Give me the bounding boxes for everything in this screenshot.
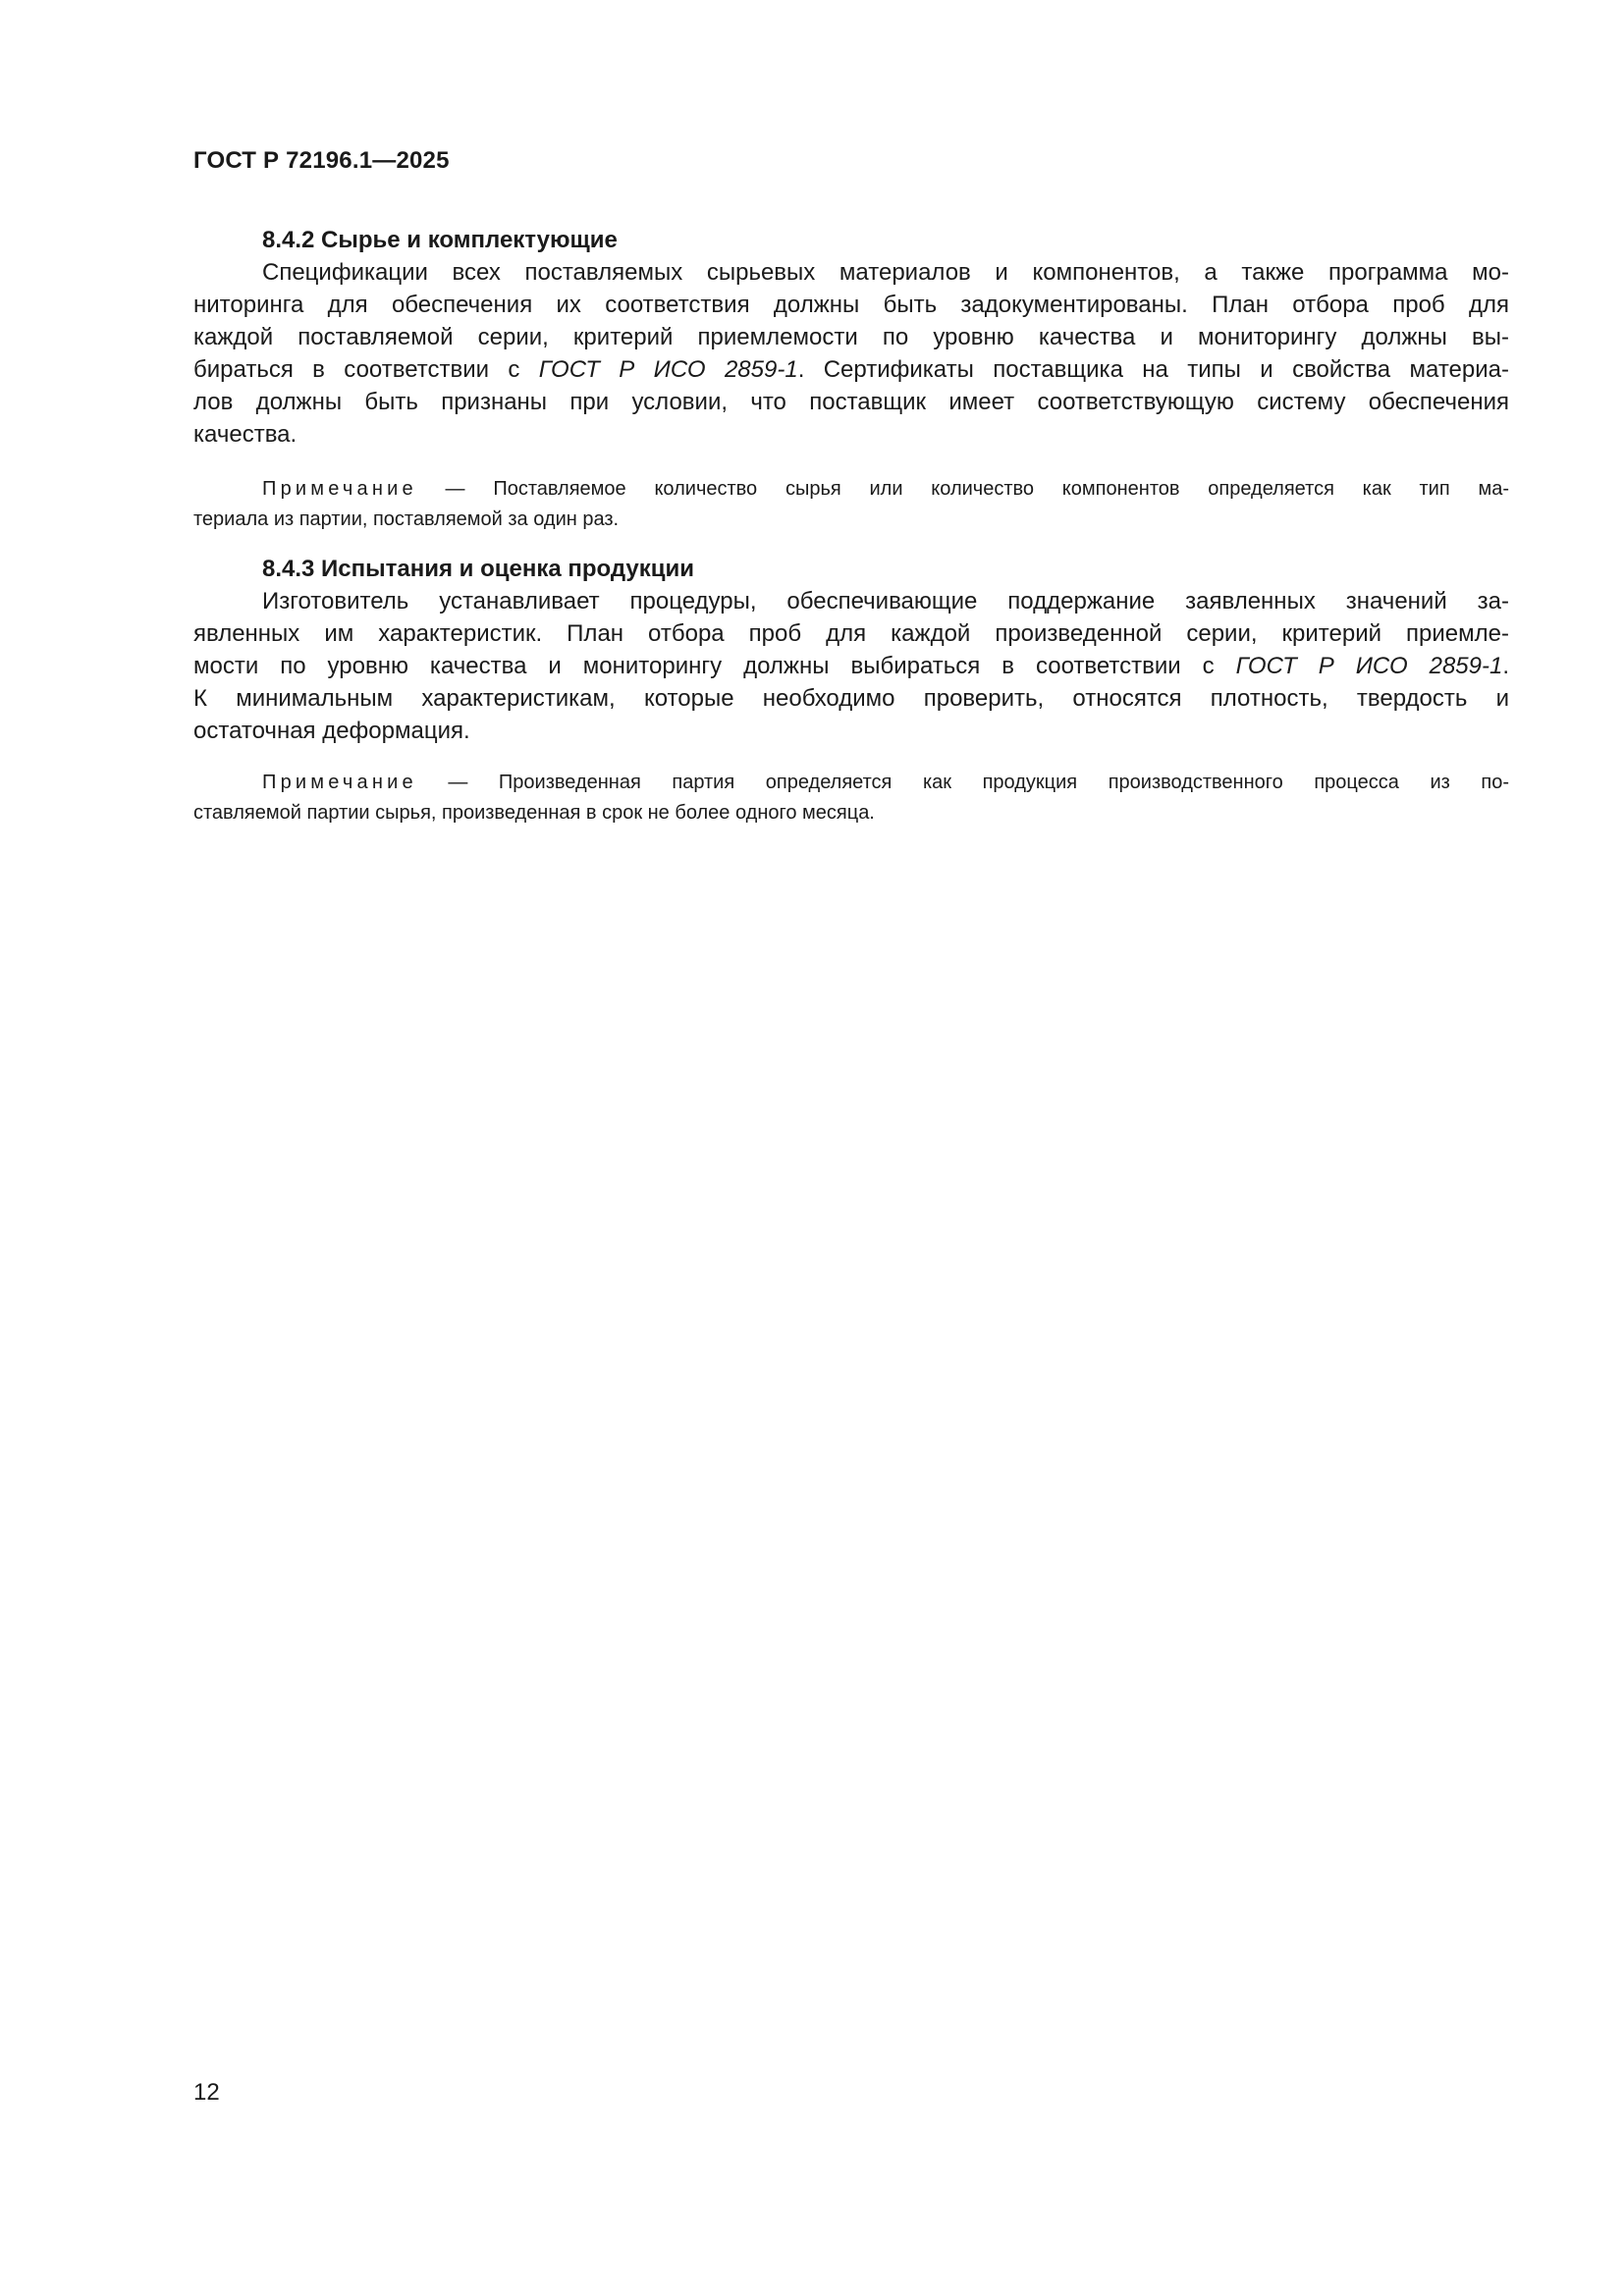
page-number: 12 [193,2079,220,2106]
standard-reference: ГОСТ Р ИСО 2859-1 [538,356,798,383]
note-line [193,768,1509,798]
section-paragraph [193,256,1509,451]
note-line: ставляемой партии сырья, произведенная в срок не более одного месяца. [193,802,875,824]
section-heading: 8.4.2 Сырье и комплектующие [262,227,618,253]
paragraph-line: К минимальным характеристикам, которые необходимо проверить, относятся плотность, твердость и [193,685,1509,712]
note-paragraph [193,768,1509,828]
paragraph-text: . Сертификаты поставщика на типы и свойства материа- [797,356,1509,383]
document-code: ГОСТ Р 72196.1—2025 [193,147,450,174]
paragraph-line: каждой поставляемой серии, критерий приемлемости по уровню качества и мониторингу должны вы- [193,324,1509,350]
paragraph-line: остаточная деформация. [193,718,470,744]
paragraph-line: качества. [193,421,298,448]
note-line: териала из партии, поставляемой за один раз. [193,508,620,530]
paragraph-line: Спецификации всех поставляемых сырьевых материалов и компонентов, а также программа мо- [262,259,1509,286]
section-8-4-3 [193,553,1509,747]
paragraph-text: . [1502,653,1509,679]
note-label: Примечание [262,772,417,793]
paragraph-text: мости по уровню качества и мониторингу должны выбираться в соответствии с [193,653,1236,679]
note-8-4-3 [193,768,1509,828]
section-paragraph [193,585,1509,747]
note-line [193,474,1509,505]
paragraph-line: явленных им характеристик. План отбора проб для каждой произведенной серии, критерий приемле- [193,620,1509,647]
note-8-4-2 [193,474,1509,535]
standard-reference: ГОСТ Р ИСО 2859-1 [1235,653,1503,679]
note-paragraph [193,474,1509,535]
paragraph-line [193,650,1509,682]
paragraph-line: Изготовитель устанавливает процедуры, обеспечивающие поддержание заявленных значений за- [262,588,1509,614]
note-text: — Поставляемое количество сырья или количество компонентов определяется как тип ма- [416,478,1509,500]
section-heading: 8.4.3 Испытания и оценка продукции [262,556,695,582]
section-8-4-2 [193,224,1509,451]
paragraph-line: ниторинга для обеспечения их соответствия должны быть задокументированы. План отбора проб для [193,292,1509,318]
note-text: — Произведенная партия определяется как продукция производственного процесса из по- [416,772,1509,793]
paragraph-line [193,353,1509,386]
note-label: Примечание [262,478,417,500]
paragraph-line: лов должны быть признаны при условии, что поставщик имеет соответствующую систему обеспечения [193,389,1509,415]
paragraph-text: бираться в соответствии с [193,356,539,383]
